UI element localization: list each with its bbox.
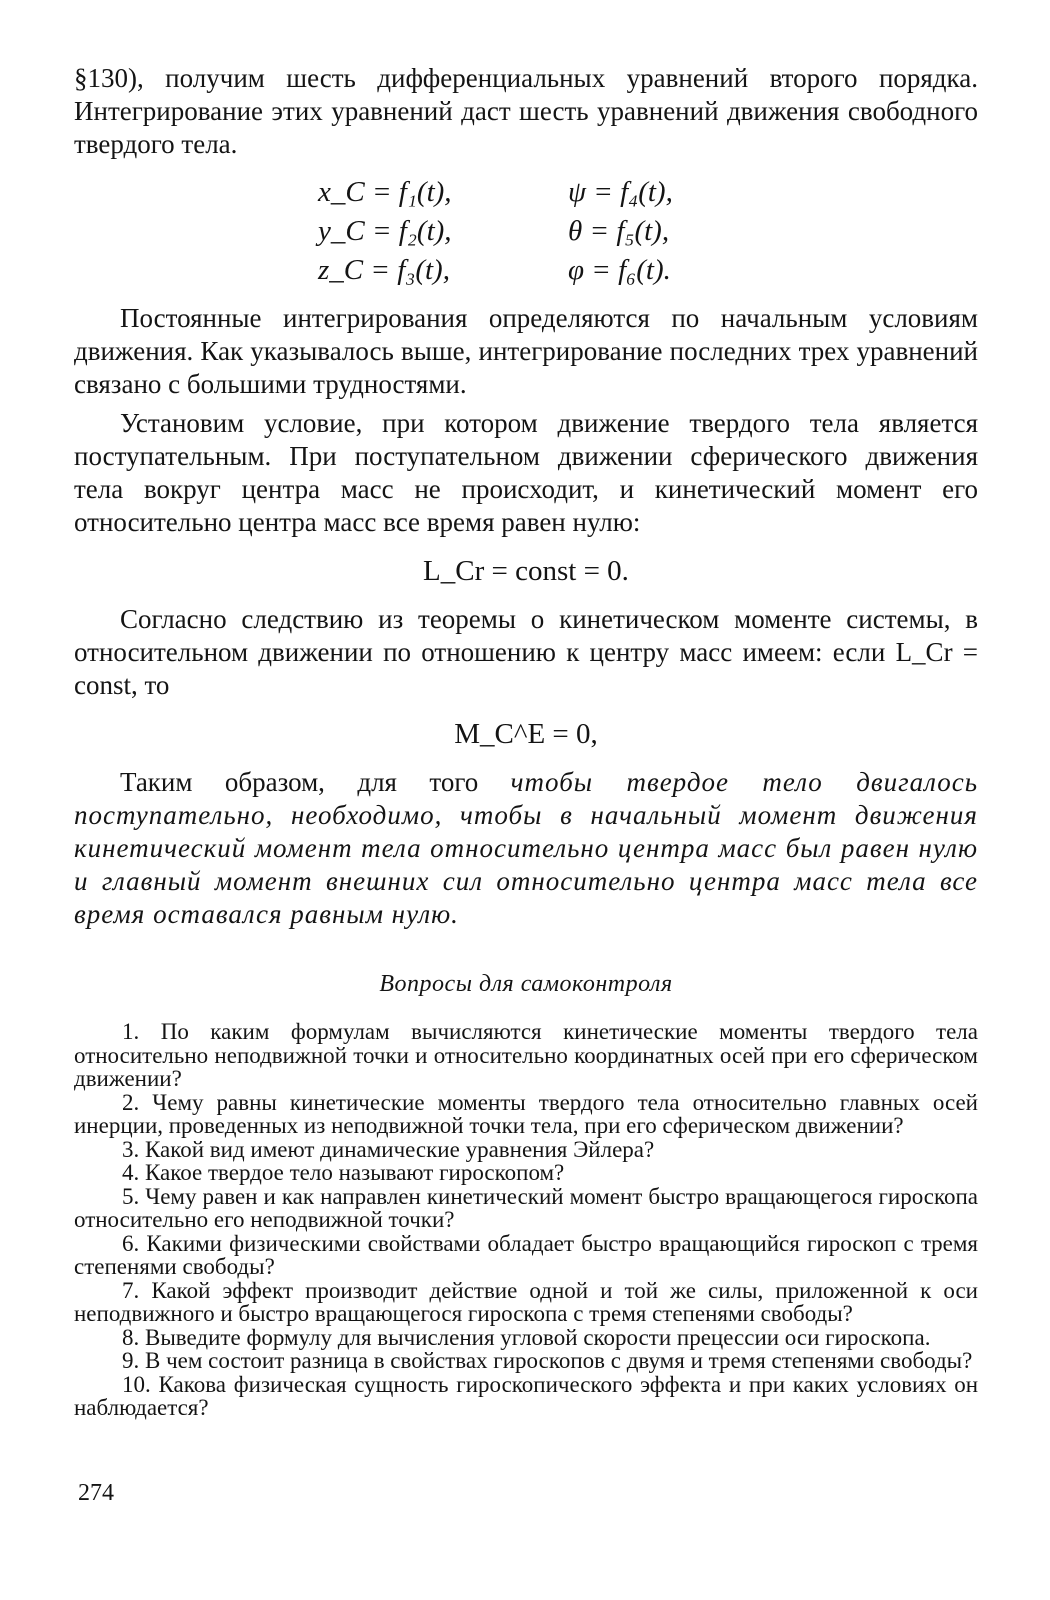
question-item: 4. Какое твердое тело называют гироскопом? [122, 1160, 565, 1185]
external-moment-equation: M_C^E = 0, [454, 718, 598, 750]
corollary-text: Согласно следствию из теоремы о кинетическом моменте системы, в относительном движении по отношению к центру масс имеем: если [74, 604, 978, 667]
equation-xc: x_C = f₁(t), [318, 176, 452, 208]
equation-phi: φ = f₆(t). [568, 254, 671, 286]
conclusion-emphasis: чтобы твердое тело двигалось поступательно, необходимо, чтобы в начальный момент движения кинетический момент тела относительно центра масс был равен нулю и главный момент внешних сил относительно центра масс тела все время оставался равным нулю. [74, 767, 979, 929]
question-item: 1. По каким формулам вычисляются кинетические моменты твердого тела относительно неподвижной точки и относительно координатных осей при его сферическом движении? [74, 1019, 978, 1091]
constants-paragraph: Постоянные интегрирования определяются по начальным условиям движения. Как указывалось выше, интегрирование последних трех уравнений связано с большими трудностями. [74, 303, 978, 399]
motion-equations [318, 173, 978, 290]
intro-paragraph: §130), получим шесть дифференциальных уравнений второго порядка. Интегрирование этих уравнений даст шесть уравнений движения свободного твердого тела. [74, 63, 978, 159]
page-number: 274 [78, 1480, 114, 1506]
question-item: 2. Чему равны кинетические моменты твердого тела относительно главных осей инерции, проведенных из неподвижной точки тела, при его сферическом движении? [74, 1089, 978, 1138]
question-item: 6. Какими физическими свойствами обладает быстро вращающийся гироскоп с тремя степенями свободы? [74, 1230, 978, 1279]
question-item: 3. Какой вид имеют динамические уравнения Эйлера? [122, 1136, 655, 1162]
question-item: 8. Выведите формулу для вычисления угловой скорости прецессии оси гироскопа. [122, 1324, 931, 1350]
condition-paragraph: Установим условие, при котором движение твердого тела является поступательным. При поступательном движении сферического движения тела вокруг центра масс не происходит, и кинетический момент его относительно центра масс все время равен нулю: [74, 408, 978, 537]
momentum-equation: L_Cr = const = 0. [423, 555, 629, 587]
question-item: 7. Какой эффект производит действие одной и той же силы, приложенной к оси неподвижного и быстро вращающегося гироскопа с тремя степенями свободы? [74, 1277, 978, 1326]
equation-theta: θ = f₅(t), [568, 215, 670, 247]
questions-heading: Вопросы для самоконтроля [379, 971, 673, 997]
question-item: 5. Чему равен и как направлен кинетический момент быстро вращающегося гироскопа относительно его неподвижной точки? [74, 1183, 978, 1232]
question-item: 10. Какова физическая сущность гироскопического эффекта и при каких условиях он наблюдается? [74, 1371, 978, 1420]
equation-zc: z_C = f₃(t), [318, 254, 450, 286]
questions-list [74, 1020, 978, 1420]
question-item: 9. В чем состоит разница в свойствах гироскопов с двумя и тремя степенями свободы? [122, 1348, 973, 1373]
conclusion-paragraph [74, 766, 978, 931]
corollary-paragraph [74, 603, 978, 702]
equation-psi: ψ = f₄(t), [568, 176, 673, 208]
corollary-tail: L_Cr = const, то [74, 637, 978, 700]
equation-yc: y_C = f₂(t), [318, 215, 452, 247]
conclusion-lead: Таким образом, для того [120, 767, 479, 797]
